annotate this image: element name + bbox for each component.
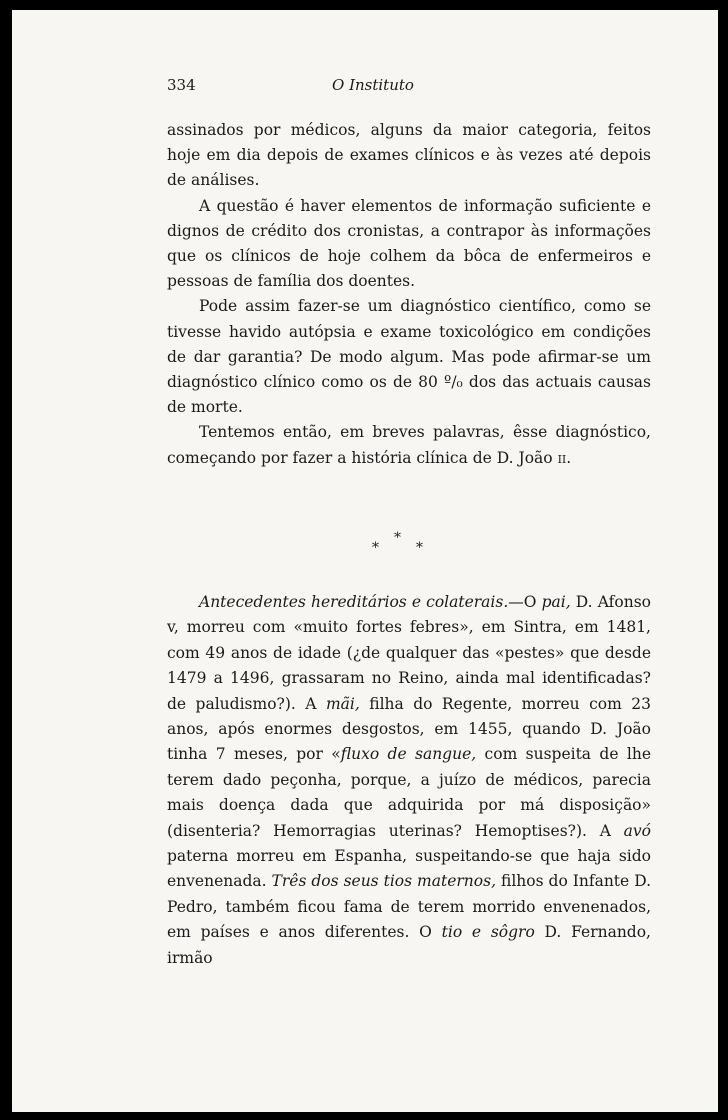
page-number: 334 [167,76,196,94]
text-run: D. Fernando, irmão [167,923,651,967]
emphasis: pai, [541,593,571,611]
paragraph [167,420,651,470]
running-title: O Instituto [332,76,414,94]
document-page [12,10,718,1112]
body-text [167,118,651,471]
asterisk: * [416,540,423,556]
text-run: paterna morreu em Espanha, suspeitando-se que haja sido envenenada. [167,847,651,891]
text-run: —O [508,593,542,611]
section-text [167,590,651,971]
roman-numeral: ii. [557,448,572,467]
emphasis: Três dos seus tios maternos, [271,872,496,891]
emphasis: avó [623,821,651,840]
asterisk: * [394,530,401,546]
asterisk: * [372,540,379,556]
emphasis: fluxo de sangue, [340,745,477,764]
paragraph-text: Tentemos então, em breves palavras, êsse diagnóstico, começando por fazer a história clínica de D. João [167,423,651,467]
text-run: filha do Regente, morreu com 23 anos, após enormes desgostos, em 1455, quando D. João tinha 7 meses, por « [167,694,651,764]
paragraph: A questão é haver elementos de informação suficiente e dignos de crédito dos cronistas, a contrapor às informações que os clínicos de hoje colhem da bôca de enfermeiros e pessoas de família dos doentes. [167,196,651,291]
paragraph: assinados por médicos, alguns da maior categoria, feitos hoje em dia depois de exames clínicos e às vezes até depois de análises. [167,121,651,190]
paragraph: Pode assim fazer-se um diagnóstico científico, como se tivesse havido autópsia e exame toxicológico em condições de dar garantia? De modo algum. Mas pode afirmar-se um diagnóstico clínico como os de 80 º/₀ dos das actuais causas de morte. [167,297,651,417]
emphasis: tio e sôgro [441,923,535,942]
asterism-separator [372,530,452,560]
text-run: filhos do Infante D. Pedro, também ficou fama de terem morrido envenenados, em países e anos diferentes. O [167,872,651,942]
emphasis: mãi, [325,694,360,713]
section-heading: Antecedentes hereditários e colaterais. [199,593,509,611]
text-run: com suspeita de lhe terem dado peçonha, porque, a juízo de médicos, parecia mais doença dada que adquirida por má disposição» (disenteria? Hemorragias uterinas? Hemoptises?). A [167,745,651,840]
text-run: D. Afonso v, morreu com «muito fortes febres», em Sintra, em 1481, com 49 anos de idade (¿de qualquer das «pestes» que desde 1479 a 1496, grassaram no Reino, ainda mal identificadas? de paludismo?). A [167,593,651,713]
section-paragraph [167,590,651,971]
